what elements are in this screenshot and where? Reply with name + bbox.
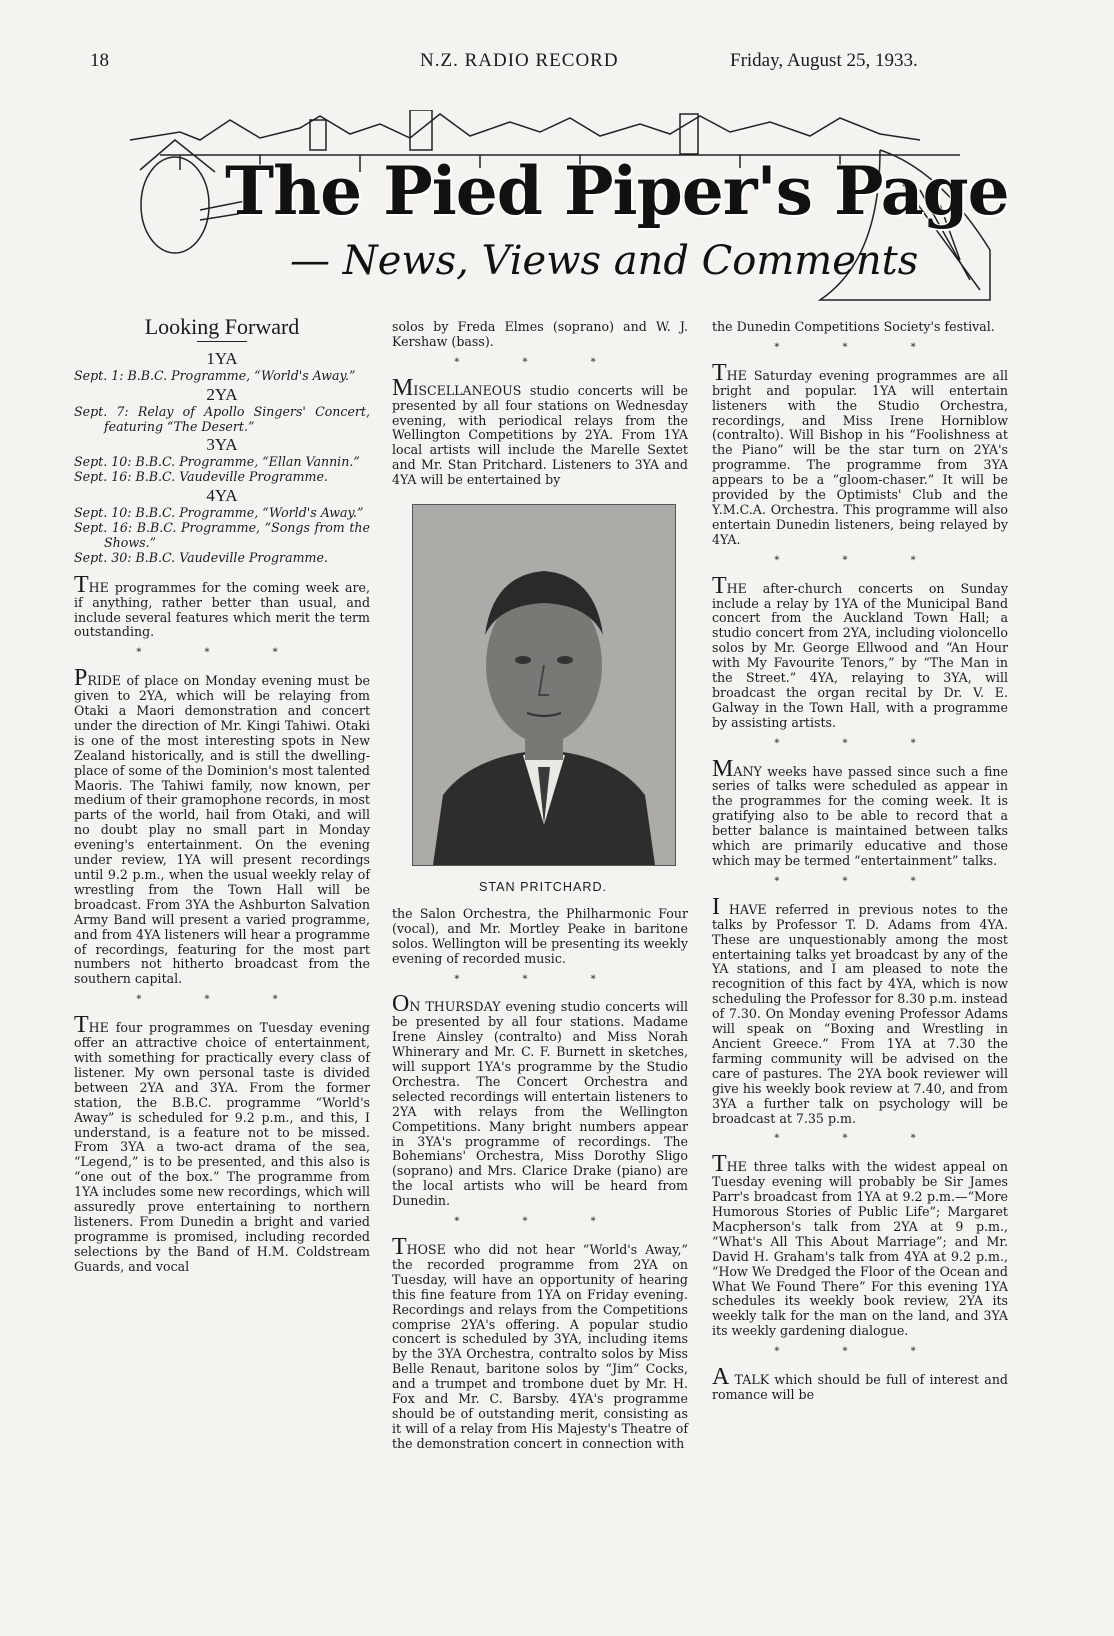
station-heading: 1YA (206, 348, 238, 368)
article-paragraph: I HAVE referred in previous notes to the talks by Professor T. D. Adams from 4YA. These are unquestionably among the most entertaining talks yet broadcast by any of the YA stations, and I am pleased to note the recognition of this fact by 4YA, which is now scheduling the Professor for 8.30 p.m. instead of 7.30. On Monday evening Professor Adams will speak on “Boxing and Wrestling in Ancient Greece.” From 1YA at 7.30 the farming community will be advised on the care of pastures. The 2YA book reviewer will give his weekly book review at 7.40, and from 3YA a further talk on psychology will be broadcast at 7.35 p.m. (712, 893, 1008, 1126)
photo-caption: STAN PRITCHARD. (478, 879, 608, 894)
separator-stars: * * * (454, 1216, 626, 1228)
page-header (90, 50, 1025, 80)
schedule-item: Sept. 1: B.B.C. Programme, “World's Away.” (74, 367, 356, 383)
drop-cap: T (712, 572, 727, 599)
drop-cap: T (74, 571, 89, 598)
article-paragraph: the Dunedin Competitions Society's festival. (712, 319, 995, 334)
article-paragraph: the Salon Orchestra, the Philharmonic Four (vocal), and Mr. Mortley Peake in baritone solos. Wellington will be presenting its weekly evening of recorded music. (392, 905, 688, 966)
drop-cap: T (392, 1234, 407, 1260)
separator-stars: * * * (774, 1346, 946, 1358)
drop-cap: M (712, 755, 734, 782)
schedule-item: Sept. 16: B.B.C. Programme, “Songs from the Shows.” (74, 519, 370, 550)
section-title: Looking Forward (144, 314, 300, 339)
schedule-item: Sept. 10: B.B.C. Programme, “World's Away.” (74, 505, 364, 521)
separator-stars: * * * (774, 341, 946, 353)
banner-subtitle: — News, Views and Comments (290, 238, 919, 284)
divider (197, 341, 247, 342)
column-1 (74, 314, 370, 1275)
drop-cap: T (712, 1151, 727, 1178)
drop-cap: T (712, 359, 727, 386)
station-heading: 3YA (206, 435, 238, 455)
drop-cap: A (712, 1364, 730, 1391)
publication-title: N.Z. RADIO RECORD (420, 50, 619, 71)
article-paragraph: solos by Freda Elmes (soprano) and W. J. Kershaw (bass). (392, 319, 688, 349)
drop-cap: T (74, 1012, 89, 1039)
schedule-item: Sept. 16: B.B.C. Vaudeville Programme. (74, 469, 328, 485)
issue-date: Friday, August 25, 1933. (730, 50, 918, 71)
article-paragraph: THE after-church concerts on Sunday include a relay by 1YA of the Municipal Band concert from the Auckland Town Hall; a studio concert from 2YA, including violoncello solos by Mr. George Ellwood and “An Hour with My Favourite Tenors,” by “The Man in the Street.” 4YA, relaying to 3YA, will broadcast the organ recital by Dr. V. E. Galway in the Town Hall, with a programme by assisting artists. (712, 572, 1008, 730)
station-heading: 4YA (206, 486, 238, 506)
article-paragraph: THE three talks with the widest appeal on Tuesday evening will probably be Sir James Parr's broadcast from 1YA at 9.2 p.m.—“More Humorous Stories of Public Life”; Margaret Macpherson's talk from 2YA at 9 p.m., “What's All This About Marriage”; and Mr. David H. Graham's talk from 4YA at 9.2 p.m., “How We Dredged the Floor of the Ocean and What We Found There” For this evening 1YA schedules its weekly book review, 2YA its weekly talk for the man on the land, and 3YA its weekly gardening dialogue. (712, 1151, 1008, 1339)
separator-stars: * * * (454, 973, 626, 985)
article-paragraph: THE programmes for the coming week are, if anything, rather better than usual, and include several features which merit the term outstanding. (74, 571, 370, 640)
separator-stars: * * * (136, 647, 308, 659)
schedule-item: Sept. 10: B.B.C. Programme, “Ellan Vannin.” (74, 454, 360, 470)
masthead-banner (120, 110, 1009, 310)
drop-cap: I (712, 893, 720, 920)
separator-stars: * * * (136, 994, 308, 1006)
schedule-item: Sept. 30: B.B.C. Vaudeville Programme. (74, 549, 328, 565)
separator-stars: * * * (774, 875, 946, 887)
separator-stars: * * * (774, 1133, 946, 1145)
portrait-photo (412, 504, 676, 866)
article-paragraph: PRIDE of place on Monday evening must be given to 2YA, which will be relaying from Otaki a Maori demonstration and concert under the direction of Mr. Kingi Tahiwi. Otaki is one of the most interesting spots in New Zealand historically, and is still the dwelling-place of some of the Dominion's most talented Maoris. The Tahiwi family, now known, per medium of their gramophone records, in most parts of the world, hail from Otaki, and will no doubt play no small part in Monday evening's entertainment. On the evening under review, 1YA will present recordings until 9.2 p.m., when the usual weekly relay of wrestling from the Town Hall will be broadcast. From 3YA the Ashburton Salvation Army Band will present a varied programme, and from 4YA listeners will hear a programme of recordings, featuring for the most part numbers not hitherto broadcast from the southern capital. (74, 665, 370, 987)
article-paragraph: THOSE who did not hear “World's Away,” the recorded programme from 2YA on Tuesday, will have an opportunity of hearing this fine feature from 1YA on Friday evening. Recordings and relays from the Competitions comprise 2YA's offering. A popular studio concert is scheduled by 3YA, including items by the 3YA Orchestra, contralto solos by Miss Belle Renaut, baritone solos by “Jim” Cocks, and a trumpet and trombone duet by Mr. H. Fox and Mr. C. Barsby. 4YA's programme should be of outstanding merit, consisting as it will of a relay from His Majesty's Theatre of the demonstration concert in connection with (392, 1234, 688, 1451)
article-paragraph: MANY weeks have passed since such a fine series of talks were scheduled as appear in the programmes for the coming week. It is gratifying also to be able to record that a better balance is maintained between talks which are primarily educative and those which may be termed “entertainment” talks. (712, 755, 1008, 868)
drop-cap: P (74, 665, 88, 692)
separator-stars: * * * (774, 737, 946, 749)
article-paragraph: A TALK which should be full of interest and romance will be (712, 1364, 1008, 1402)
drop-cap: M (392, 374, 414, 401)
drop-cap: O (392, 991, 410, 1018)
portrait-photo-frame (412, 504, 674, 895)
article-paragraph: MISCELLANEOUS studio concerts will be presented by all four stations on Wednesday evening, with periodical relays from the Wellington Competitions by 2YA. From 1YA local artists will include the Marelle Sextet and Mr. Stan Pritchard. Listeners to 3YA and 4YA will be entertained by (392, 374, 688, 488)
station-heading: 2YA (206, 384, 238, 404)
separator-stars: * * * (454, 356, 626, 368)
banner-title: The Pied Piper's Page (225, 152, 1009, 230)
page-number: 18 (90, 50, 109, 71)
schedule-item: Sept. 7: Relay of Apollo Singers' Concert, featuring “The Desert.” (74, 403, 370, 434)
article-paragraph: ON THURSDAY evening studio concerts will be presented by all four stations. Madame Irene Ainsley (contralto) and Miss Norah Whinerary and Mr. C. F. Burnett in sketches, will support 1YA's programme by the Studio Orchestra. The Concert Orchestra and selected recordings will entertain listeners to 2YA with relays from the Wellington Competitions. Many bright numbers appear in 3YA's programme of recordings. The Bohemians' Orchestra, Miss Dorothy Sligo (soprano) and Mrs. Clarice Drake (piano) are the local artists who will be heard from Dunedin. (392, 991, 688, 1209)
column-3 (712, 320, 1008, 1403)
article-paragraph: THE four programmes on Tuesday evening offer an attractive choice of entertainment, with something for practically every class of listener. My own personal taste is divided between 2YA and 3YA. From the former station, the B.B.C. programme “World's Away” is scheduled for 9.2 p.m., and this, I understand, is a feature not to be missed. From 3YA a two-act drama of the sea, “Legend,” is to be presented, and this also is “one out of the box.” The programme from 1YA includes some new recordings, which will assuredly prove entertaining to northern listeners. From Dunedin a bright and varied programme is promised, including recorded selections by the Band of H.M. Coldstream Guards, and vocal (74, 1012, 370, 1274)
column-2 (392, 320, 688, 1452)
article-paragraph: THE Saturday evening programmes are all bright and popular. 1YA will entertain listeners with the Studio Orchestra, recordings, and Miss Irene Horniblow (contralto). Will Bishop in his “Foolishness at the Piano” will be the star turn on 2YA's programme. The programme from 3YA appears to be a “gloom-chaser.” It will be provided by the Optimists' Club and the Y.M.C.A. Orchestra. This programme will also entertain Dunedin listeners, being relayed by 4YA. (712, 359, 1008, 547)
separator-stars: * * * (774, 554, 946, 566)
